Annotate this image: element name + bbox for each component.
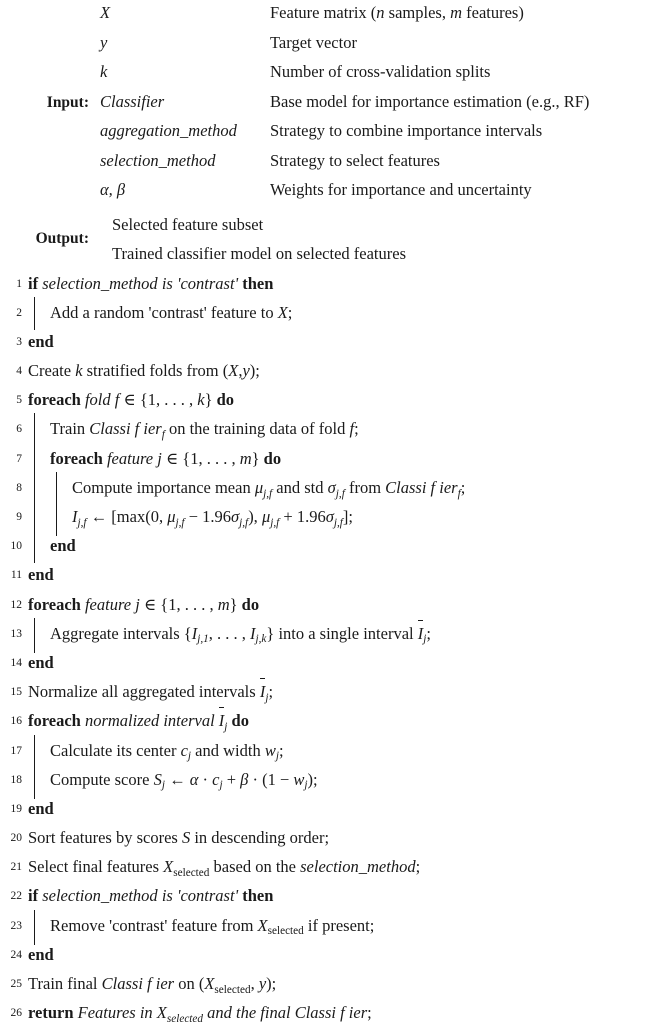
- line-content: foreach normalized interval $I_j$ do: [28, 708, 655, 736]
- line-number: 1: [0, 271, 28, 297]
- line-number: 12: [0, 592, 28, 618]
- output-row: [0, 210, 655, 269]
- output-label: Output:: [0, 230, 100, 248]
- algorithm-line: [0, 854, 655, 883]
- algorithm-body: [0, 271, 655, 1029]
- line-number: 7: [0, 446, 28, 472]
- line-content: foreach fold f ∈ {1, . . . , k} do: [28, 387, 655, 413]
- line-content: end: [28, 796, 655, 822]
- line-number: 14: [0, 650, 28, 676]
- line-content: if selection_method is 'contrast' then: [28, 271, 655, 297]
- i-bar: I: [418, 621, 424, 647]
- line-number: 3: [0, 329, 28, 355]
- algorithm-line: [0, 271, 655, 300]
- line-content: if selection_method is 'contrast' then: [28, 883, 655, 909]
- line-content: foreach feature j ∈ {1, . . . , m} do: [28, 592, 655, 618]
- line-number: 20: [0, 825, 28, 851]
- algorithm-line: [0, 1000, 655, 1029]
- input-row-k: [0, 62, 655, 92]
- algorithm-line: [0, 300, 655, 329]
- input-name-classifier: Classifier: [100, 92, 270, 112]
- output-line-1: Selected feature subset: [100, 210, 406, 240]
- algorithm-line: [0, 767, 655, 796]
- line-number: 11: [0, 562, 28, 588]
- line-number: 24: [0, 942, 28, 968]
- input-name-X: X: [100, 3, 270, 23]
- line-number: 18: [0, 767, 28, 793]
- algorithm-line: [0, 504, 655, 533]
- algorithm-line: [0, 679, 655, 708]
- line-content: Add a random 'contrast' feature to X;: [28, 300, 655, 326]
- input-row-aggregation-method: [0, 121, 655, 151]
- line-number: 26: [0, 1000, 28, 1026]
- line-content: foreach feature j ∈ {1, . . . , m} do: [28, 446, 655, 472]
- input-desc-classifier: Base model for importance estimation (e.g., RF): [270, 92, 655, 112]
- algorithm-line: [0, 708, 655, 737]
- input-desc-alpha-beta: Weights for importance and uncertainty: [270, 180, 655, 200]
- input-name-alpha-beta: α, β: [100, 180, 270, 200]
- line-content: Normalize all aggregated intervals $I_j$;: [28, 679, 655, 707]
- line-number: 10: [0, 533, 28, 559]
- input-name-k: k: [100, 62, 270, 82]
- algorithm-line: [0, 738, 655, 767]
- algorithm-io-header: [0, 0, 655, 269]
- algorithm-line: [0, 358, 655, 387]
- algorithm-line: [0, 621, 655, 650]
- line-number: 13: [0, 621, 28, 647]
- input-row-classifier: [0, 92, 655, 122]
- line-number: 4: [0, 358, 28, 384]
- line-number: 23: [0, 913, 28, 939]
- line-content: Compute score $S_j$ ← $\alpha \cdot c_j + \beta \cdot (1 - w_j)$;: [28, 767, 655, 795]
- line-content: Sort features by scores S in descending order;: [28, 825, 655, 851]
- line-content: $I_{j,f}$ ← [max(0, $\mu_{j,f} - 1.96\sigma_{j,f}$), $\mu_{j,f} + 1.96\sigma_{j,f}$];: [28, 504, 655, 532]
- line-content: end: [28, 329, 655, 355]
- line-content: return Features in $X_{selected}$ and the final Classi f ier;: [28, 1000, 655, 1028]
- algorithm-line: [0, 533, 655, 562]
- input-name-aggregation-method: aggregation_method: [100, 121, 270, 141]
- line-number: 9: [0, 504, 28, 530]
- line-number: 6: [0, 416, 28, 442]
- input-row-X: [0, 3, 655, 33]
- line-content: Compute importance mean $\mu_{j,f}$ and std $\sigma_{j,f}$ from Classi f ier$_f$;: [28, 475, 655, 503]
- line-content: Remove 'contrast' feature from $X_{selected}$ if present;: [28, 913, 655, 941]
- line-number: 8: [0, 475, 28, 501]
- line-number: 2: [0, 300, 28, 326]
- input-row-y: [0, 33, 655, 63]
- line-content: Train final Classi f ier on ($X_{selected}$, y);: [28, 971, 655, 999]
- algorithm-line: [0, 329, 655, 358]
- line-content: end: [28, 650, 655, 676]
- line-number: 15: [0, 679, 28, 705]
- line-content: end: [28, 562, 655, 588]
- algorithm-line: [0, 913, 655, 942]
- algorithm-line: [0, 416, 655, 445]
- input-row-alpha-beta: [0, 180, 655, 210]
- line-number: 19: [0, 796, 28, 822]
- algorithm-line: [0, 942, 655, 971]
- line-content: end: [28, 942, 655, 968]
- line-content: Train Classi f ier$_f$ on the training data of fold f;: [28, 416, 655, 444]
- input-desc-selection-method: Strategy to select features: [270, 151, 655, 171]
- input-desc-y: Target vector: [270, 33, 655, 53]
- algorithm-line: [0, 650, 655, 679]
- algorithm-line: [0, 592, 655, 621]
- line-content: Select final features $X_{selected}$ based on the selection_method;: [28, 854, 655, 882]
- line-number: 22: [0, 883, 28, 909]
- output-lines: [100, 210, 406, 269]
- input-desc-aggregation-method: Strategy to combine importance intervals: [270, 121, 655, 141]
- algorithm-line: [0, 971, 655, 1000]
- algorithm-line: [0, 562, 655, 591]
- input-name-selection-method: selection_method: [100, 151, 270, 171]
- algorithm-line: [0, 796, 655, 825]
- line-content: end: [28, 533, 655, 559]
- line-number: 17: [0, 738, 28, 764]
- input-desc-k: Number of cross-validation splits: [270, 62, 655, 82]
- line-number: 5: [0, 387, 28, 413]
- line-content: Aggregate intervals {$I_{j,1}$, . . . , $I_{j,k}$} into a single interval $I_j$;: [28, 621, 655, 649]
- line-number: 25: [0, 971, 28, 997]
- line-content: Calculate its center $c_j$ and width $w_j$;: [28, 738, 655, 766]
- algorithm-line: [0, 387, 655, 416]
- i-bar: I: [260, 679, 266, 705]
- algorithm-line: [0, 446, 655, 475]
- output-line-2: Trained classifier model on selected features: [100, 239, 406, 269]
- input-row-selection-method: [0, 151, 655, 181]
- input-name-y: y: [100, 33, 270, 53]
- input-label: Input:: [0, 94, 100, 112]
- algorithm-line: [0, 825, 655, 854]
- input-desc-X: Feature matrix (n samples, m features): [270, 3, 655, 23]
- algorithm-line: [0, 475, 655, 504]
- algorithm-line: [0, 883, 655, 912]
- i-bar: I: [219, 708, 225, 734]
- line-number: 21: [0, 854, 28, 880]
- line-content: Create k stratified folds from (X,y);: [28, 358, 655, 384]
- line-number: 16: [0, 708, 28, 734]
